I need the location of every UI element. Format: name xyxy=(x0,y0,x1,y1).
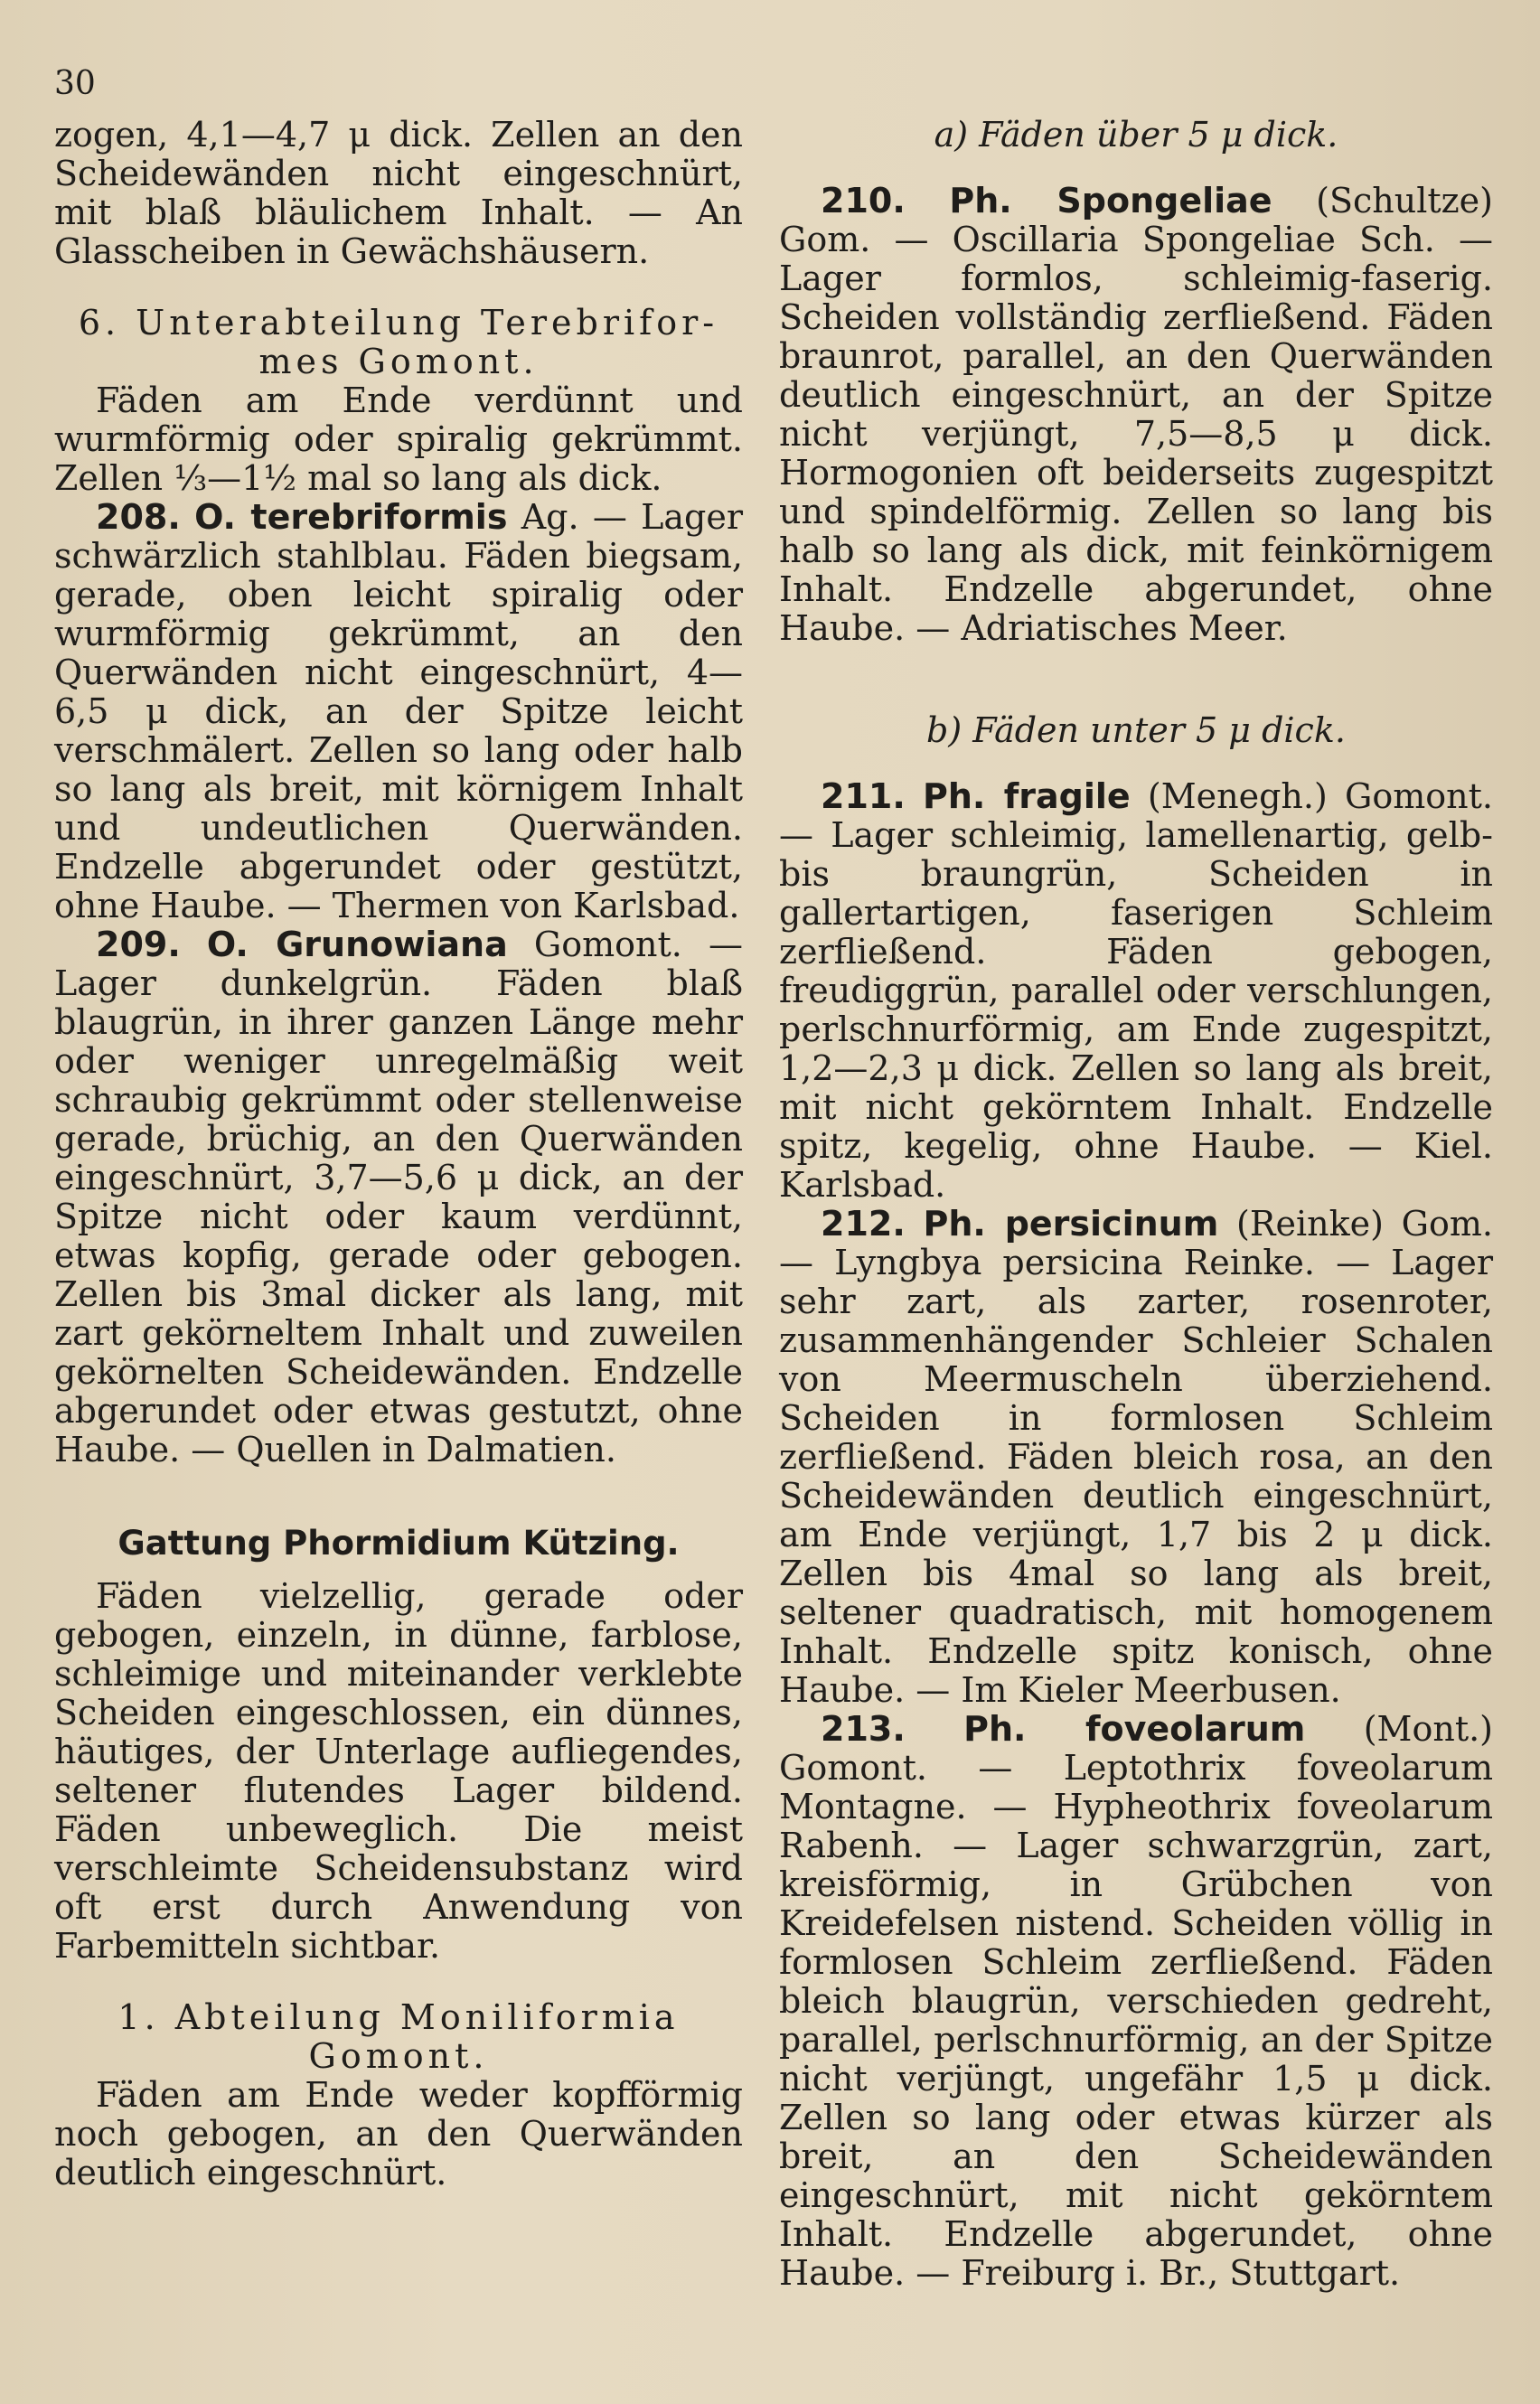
right-column xyxy=(779,116,1493,2293)
division-title: 1. Abteilung Moniliformia xyxy=(117,1997,680,2037)
entry-number: 208. xyxy=(96,497,181,537)
species-entry-210 xyxy=(779,182,1493,648)
species-entry-211 xyxy=(779,777,1493,1205)
entry-number: 213. xyxy=(821,1709,906,1749)
species-description: Gomont. — Lager dunkelgrün. Fäden blaß blaugrün, in ihrer ganzen Länge mehr oder weniger unregelmäßig weit schraubig gekrümmt oder stellenweise gerade, brüchig, an den Querwänden eingeschnürt, 3,7—5,6 μ dick, an der Spitze nicht oder kaum verdünnt, etwas kopfig, gerade oder gebogen. Zellen bis 3mal dicker als lang, mit zart gekörneltem Inhalt und zuweilen gekörnelten Scheidewänden. Endzelle abgerundet oder etwas gestutzt, ohne Haube. — Quellen in Dalmatien. xyxy=(54,925,743,1470)
species-description: (Reinke) Gom. — Lyngbya persicina Reinke. — Lager sehr zart, als zarter, rosenroter, zusammenhängender Schleier Schalen von Meermuscheln überziehend. Scheiden in formlosen Schleim zerfließend. Fäden bleich rosa, an den Scheidewänden deutlich eingeschnürt, am Ende verjüngt, 1,7 bis 2 μ dick. Zellen bis 4mal so lang als breit, seltener quadratisch, mit homogenem Inhalt. Endzelle spitz konisch, ohne Haube. — Im Kieler Meerbusen. xyxy=(779,1204,1493,1710)
division-title-cont: Gomont. xyxy=(308,2036,489,2076)
species-name: Ph. fragile xyxy=(923,776,1131,816)
species-entry-212 xyxy=(779,1205,1493,1710)
subsection-heading-b: b) Fäden unter 5 μ dick. xyxy=(926,710,1346,750)
subdivision-title-cont: mes Gomont. xyxy=(258,342,539,381)
species-entry-213 xyxy=(779,1710,1493,2293)
species-entry-208 xyxy=(54,498,743,925)
species-name: Ph. Spongeliae xyxy=(949,181,1272,221)
continuation-paragraph: zogen, 4,1—4,7 μ dick. Zellen an den Scheidewänden nicht eingeschnürt, mit blaß bläulichem Inhalt. — An Glasscheiben in Gewächshäusern. xyxy=(54,115,743,271)
subsection-heading-a: a) Fäden über 5 μ dick. xyxy=(934,115,1338,155)
subdivision-title: 6. Unterabteilung Terebrifor- xyxy=(78,303,719,343)
entry-number: 209. xyxy=(96,925,181,964)
left-column xyxy=(54,116,743,2193)
species-name: O. terebriformis xyxy=(194,497,508,537)
species-description: (Schultze) Gom. — Oscillaria Spongeliae Sch. — Lager formlos, schleimig-faserig. Scheiden vollständig zerfließend. Fäden braunrot, parallel, an den Querwänden deutlich eingeschnürt, an der Spitze nicht verjüngt, 7,5—8,5 μ dick. Hormogonien oft beiderseits zugespitzt und spindelförmig. Zellen so lang bis halb so lang als dick, mit feinkörnigem Inhalt. Endzelle abgerundet, ohne Haube. — Adriatisches Meer. xyxy=(779,181,1493,648)
page-number: 30 xyxy=(54,65,96,102)
entry-number: 211. xyxy=(821,776,906,816)
division-description: Fäden am Ende weder kopfförmig noch gebogen, an den Querwänden deutlich eingeschnürt. xyxy=(54,2075,743,2193)
genus-heading: Gattung Phormidium Kützing. xyxy=(117,1524,680,1563)
genus-description: Fäden vielzellig, gerade oder gebogen, einzeln, in dünne, farblose, schleimige und miteinander verklebte Scheiden eingeschlossen, ein dünnes, häutiges, der Unterlage aufliegendes, seltener flutendes Lager bildend. Fäden unbeweglich. Die meist verschleimte Scheidensubstanz wird oft erst durch Anwendung von Farbemitteln sichtbar. xyxy=(54,1576,743,1966)
species-name: Ph. persicinum xyxy=(923,1204,1219,1244)
species-description: (Mont.) Gomont. — Leptothrix foveolarum Montagne. — Hypheothrix foveolarum Rabenh. — Lager schwarzgrün, zart, kreisförmig, in Grübchen von Kreidefelsen nistend. Scheiden völlig in formlosen Schleim zerfließend. Fäden bleich blaugrün, verschieden gedreht, parallel, perlschnurförmig, an der Spitze nicht verjüngt, ungefähr 1,5 μ dick. Zellen so lang oder etwas kürzer als breit, an den Scheidewänden eingeschnürt, mit nicht gekörntem Inhalt. Endzelle abgerundet, ohne Haube. — Freiburg i. Br., Stuttgart. xyxy=(779,1709,1493,2293)
species-description: Ag. — Lager schwärzlich stahlblau. Fäden biegsam, gerade, oben leicht spiralig oder wurmförmig gekrümmt, an den Querwänden nicht eingeschnürt, 4—6,5 μ dick, an der Spitze leicht verschmälert. Zellen so lang oder halb so lang als breit, mit körnigem Inhalt und undeutlichen Querwänden. Endzelle abgerundet oder gestützt, ohne Haube. — Thermen von Karlsbad. xyxy=(54,497,743,925)
species-name: O. Grunowiana xyxy=(206,925,508,964)
species-description: (Menegh.) Gomont. — Lager schleimig, lamellenartig, gelb- bis braungrün, Scheiden in gallertartigen, faserigen Schleim zerfließend. Fäden gebogen, freudiggrün, parallel oder verschlungen, perlschnurförmig, am Ende zugespitzt, 1,2—2,3 μ dick. Zellen so lang als breit, mit nicht gekörntem Inhalt. Endzelle spitz, kegelig, ohne Haube. — Kiel. Karlsbad. xyxy=(779,776,1493,1205)
subdivision-description: Fäden am Ende verdünnt und wurmförmig oder spiralig gekrümmt. Zellen ⅓—1½ mal so lang als dick. xyxy=(54,380,743,498)
species-entry-209 xyxy=(54,925,743,1470)
entry-number: 212. xyxy=(821,1204,906,1244)
entry-number: 210. xyxy=(821,181,906,221)
species-name: Ph. foveolarum xyxy=(963,1709,1306,1749)
